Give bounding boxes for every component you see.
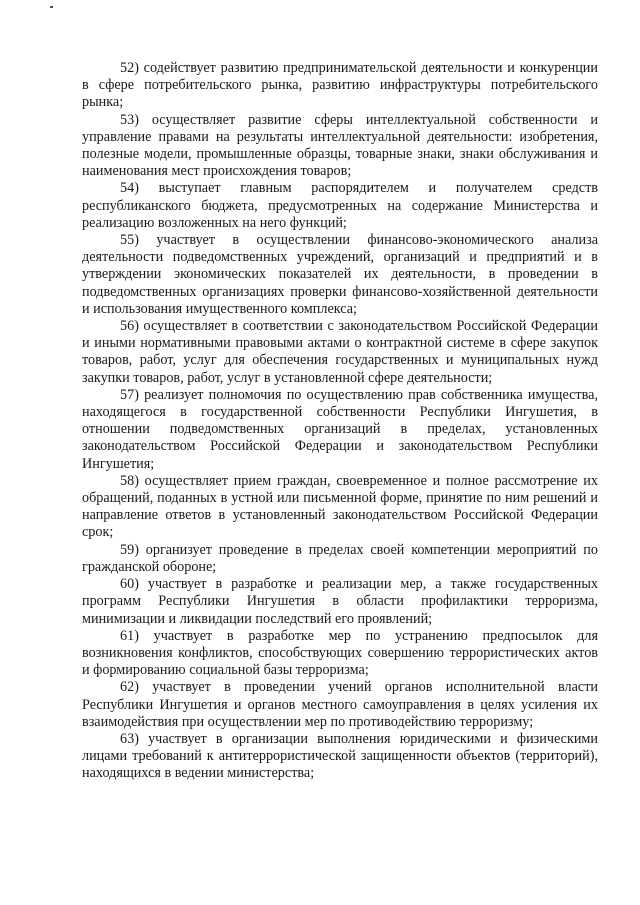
paragraph-58: 58) осуществляет прием граждан, своевременное и полное рассмотрение их обращений, поданных в устной или письменной форме, принятие по ним решений и направление ответов в установленный законодательством Российской Федерации срок; — [82, 472, 598, 541]
paragraph-52: 52) содействует развитию предпринимательской деятельности и конкуренции в сфере потребительского рынка, развитию инфраструктуры потребительского рынка; — [82, 60, 598, 111]
paragraph-63: 63) участвует в организации выполнения юридическими и физическими лицами требований к антитеррористической защищенности объектов (территорий), находящихся в ведении министерства; — [82, 730, 598, 782]
paragraph-56: 56) осуществляет в соответствии с законодательством Российской Федерации и иными нормативными правовыми актами о контрактной системе в сфере закупок товаров, работ, услуг для обеспечения государственных и муниципальных нужд закупки товаров, работ, услуг в установленной сфере деятельности; — [82, 318, 598, 386]
paragraph-55: 55) участвует в осуществлении финансово-экономического анализа деятельности подведомственных учреждений, организаций и предприятий и в утверждении экономических показателей их деятельности, в проведении в подведомственных организациях проверки финансово-хозяйственной деятельности и использования имущественного комплекса; — [82, 232, 598, 317]
paragraph-59: 59) организует проведение в пределах своей компетенции мероприятий по гражданской обороне; — [82, 541, 598, 575]
document-body — [82, 60, 598, 783]
paragraph-57: 57) реализует полномочия по осуществлению прав собственника имущества, находящегося в государственной собственности Республики Ингушетия, в отношении подведомственных организаций в пределах, установленных законодательством Российской Федерации и законодательством Республики Ингушетия; — [82, 386, 598, 472]
paragraph-62: 62) участвует в проведении учений органов исполнительной власти Республики Ингушетия и органов местного самоуправления в целях усиления их взаимодействия при осуществлении мер по противодействию терроризму; — [82, 679, 598, 730]
paragraph-53: 53) осуществляет развитие сферы интеллектуальной собственности и управление правами на результаты интеллектуальной деятельности: изобретения, полезные модели, промышленные образцы, товарные знаки, знаки обслуживания и наименования мест происхождения товаров; — [82, 111, 598, 180]
scan-mark — [50, 6, 53, 8]
paragraph-60: 60) участвует в разработке и реализации мер, а также государственных программ Республики Ингушетия в области профилактики терроризма, минимизации и ликвидации последствий его проявлений; — [82, 576, 598, 627]
paragraph-54: 54) выступает главным распорядителем и получателем средств республиканского бюджета, предусмотренных на содержание Министерства и реализацию возложенных на него функций; — [82, 180, 598, 231]
paragraph-61: 61) участвует в разработке мер по устранению предпосылок для возникновения конфликтов, способствующих совершению террористических актов и формированию социальной базы терроризма; — [82, 627, 598, 679]
